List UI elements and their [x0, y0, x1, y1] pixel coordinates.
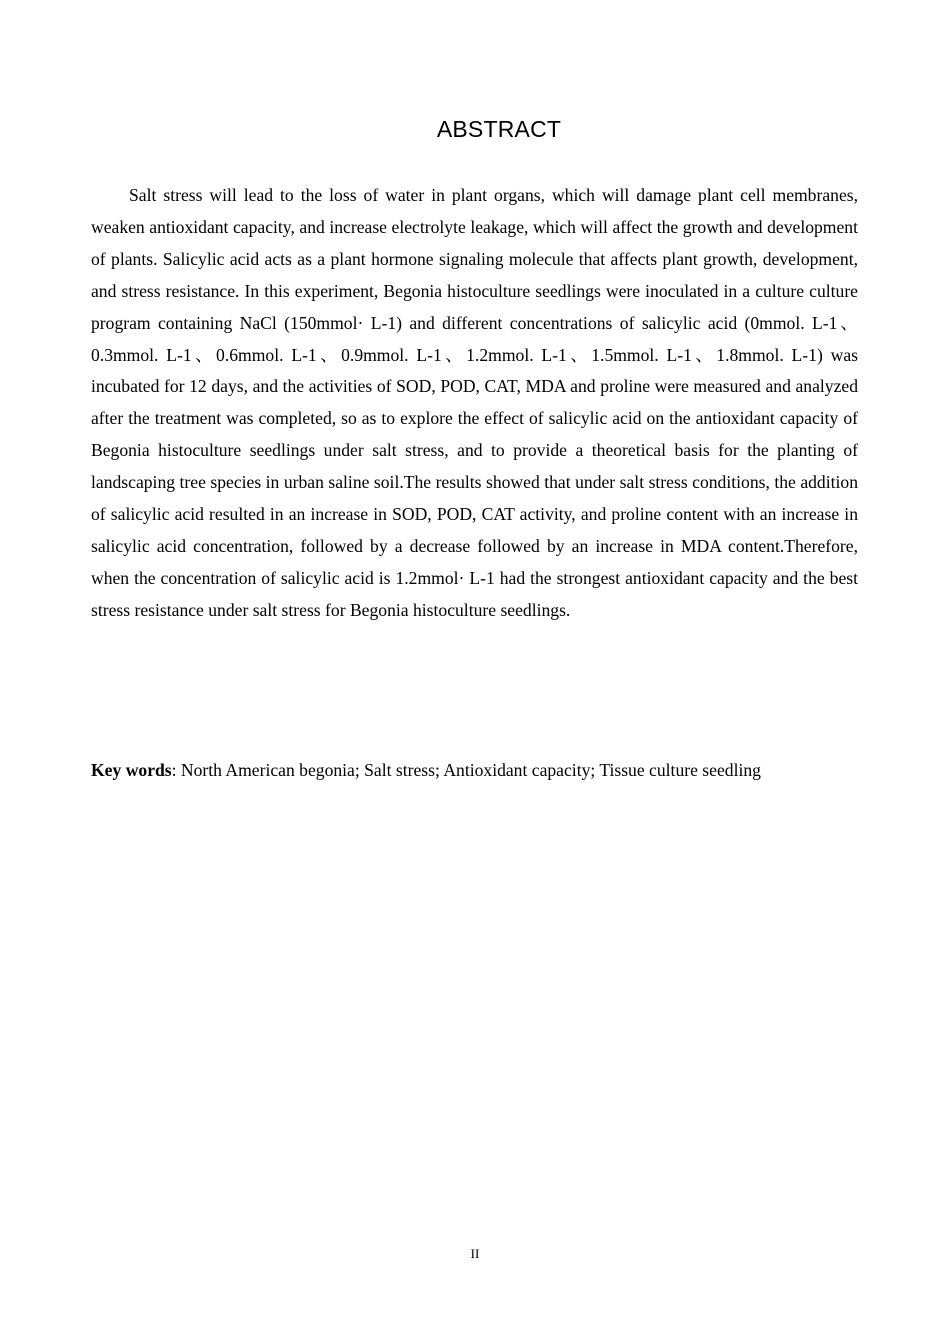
keywords-text: : North American begonia; Salt stress; Antioxidant capacity; Tissue culture seedling [171, 760, 761, 780]
abstract-title: ABSTRACT [436, 116, 562, 142]
page-number: II [470, 1246, 480, 1261]
keywords-label: Key words [91, 760, 172, 780]
keywords-line [91, 755, 871, 786]
abstract-paragraph: Salt stress will lead to the loss of water in plant organs, which will damage plant cell membranes, weaken antioxidant capacity, and increase electrolyte leakage, which will affect the growth and development of plants. Salicylic acid acts as a plant hormone signaling molecule that affects plant growth, development, and stress resistance. In this experiment, Begonia histoculture seedlings were inoculated in a culture culture program containing NaCl (150mmol· L-1) and different concentrations of salicylic acid (0mmol. L-1、0.3mmol. L-1、0.6mmol. L-1、0.9mmol. L-1、1.2mmol. L-1、1.5mmol. L-1、1.8mmol. L-1) was incubated for 12 days, and the activities of SOD, POD, CAT, MDA and proline were measured and analyzed after the treatment was completed, so as to explore the effect of salicylic acid on the antioxidant capacity of Begonia histoculture seedlings under salt stress, and to provide a theoretical basis for the planting of landscaping tree species in urban saline soil.The results showed that under salt stress conditions, the addition of salicylic acid resulted in an increase in SOD, POD, CAT activity, and proline content with an increase in salicylic acid concentration, followed by a decrease followed by an increase in MDA content.Therefore, when the concentration of salicylic acid is 1.2mmol· L-1 had the strongest antioxidant capacity and the best stress resistance under salt stress for Begonia histoculture seedlings. [91, 185, 858, 620]
